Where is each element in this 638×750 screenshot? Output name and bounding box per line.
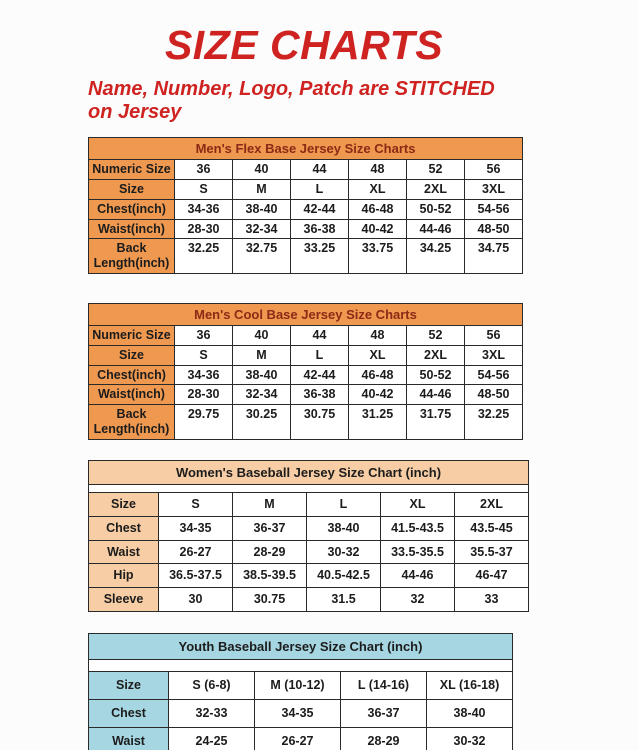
data-cell: 24-25 bbox=[169, 727, 255, 750]
data-cell: 32.25 bbox=[175, 239, 233, 274]
table-row bbox=[89, 365, 523, 385]
table-row bbox=[89, 385, 523, 405]
data-cell: 28-29 bbox=[233, 540, 307, 564]
data-cell: 48-50 bbox=[465, 385, 523, 405]
data-cell: S bbox=[175, 345, 233, 365]
row-label-cell: Back Length(inch) bbox=[89, 239, 175, 274]
page-title: SIZE CHARTS bbox=[164, 22, 444, 68]
data-cell: 50-52 bbox=[407, 365, 465, 385]
data-cell: 44 bbox=[291, 160, 349, 180]
data-cell: 40.5-42.5 bbox=[307, 564, 381, 588]
mens-flex-base-table-title: Men's Flex Base Jersey Size Charts bbox=[89, 138, 523, 160]
row-label-cell: Chest bbox=[89, 699, 169, 727]
data-cell: 40 bbox=[233, 326, 291, 346]
data-cell: XL bbox=[381, 493, 455, 517]
data-cell: M bbox=[233, 345, 291, 365]
data-cell: 2XL bbox=[407, 180, 465, 200]
mens-cool-base-table-title: Men's Cool Base Jersey Size Charts bbox=[89, 303, 523, 325]
data-cell: 46-48 bbox=[349, 199, 407, 219]
page-subtitle bbox=[88, 78, 638, 124]
row-label-cell: Hip bbox=[89, 564, 159, 588]
data-cell: 33.5-35.5 bbox=[381, 540, 455, 564]
data-cell: L bbox=[307, 493, 381, 517]
table-title-row bbox=[89, 460, 529, 484]
row-label-cell: Chest(inch) bbox=[89, 199, 175, 219]
data-cell: 31.25 bbox=[349, 405, 407, 440]
data-cell: 36.5-37.5 bbox=[159, 564, 233, 588]
data-cell: 38-40 bbox=[233, 365, 291, 385]
data-cell: M bbox=[233, 180, 291, 200]
table-row bbox=[89, 160, 523, 180]
data-cell: 28-30 bbox=[175, 385, 233, 405]
data-cell: 2XL bbox=[455, 493, 529, 517]
table-row bbox=[89, 180, 523, 200]
table-row bbox=[89, 405, 523, 440]
row-label-cell: Size bbox=[89, 345, 175, 365]
row-label-cell: Numeric Size bbox=[89, 326, 175, 346]
data-cell: 31.5 bbox=[307, 588, 381, 612]
mens-flex-base-size-table bbox=[88, 137, 523, 274]
data-cell: 38.5-39.5 bbox=[233, 564, 307, 588]
data-cell: 26-27 bbox=[255, 727, 341, 750]
womens-baseball-size-table bbox=[88, 460, 529, 612]
data-cell: 43.5-45 bbox=[455, 516, 529, 540]
data-cell: 44 bbox=[291, 326, 349, 346]
data-cell: 52 bbox=[407, 160, 465, 180]
row-label-cell: Back Length(inch) bbox=[89, 405, 175, 440]
data-cell: 30 bbox=[159, 588, 233, 612]
data-cell: 34.75 bbox=[465, 239, 523, 274]
mens-cool-base-size-table bbox=[88, 303, 523, 440]
data-cell: 36-37 bbox=[341, 699, 427, 727]
data-cell: 32-34 bbox=[233, 385, 291, 405]
data-cell: 33 bbox=[455, 588, 529, 612]
spacer-cell bbox=[89, 660, 513, 672]
data-cell: 3XL bbox=[465, 180, 523, 200]
data-cell: 26-27 bbox=[159, 540, 233, 564]
spacer-row bbox=[89, 485, 529, 493]
table-row bbox=[89, 326, 523, 346]
row-label-cell: Size bbox=[89, 493, 159, 517]
data-cell: 38-40 bbox=[307, 516, 381, 540]
row-label-cell: Waist(inch) bbox=[89, 219, 175, 239]
data-cell: 42-44 bbox=[291, 365, 349, 385]
data-cell: S bbox=[175, 180, 233, 200]
row-label-cell: Numeric Size bbox=[89, 160, 175, 180]
data-cell: 32-34 bbox=[233, 219, 291, 239]
data-cell: 40-42 bbox=[349, 385, 407, 405]
row-label-cell: Sleeve bbox=[89, 588, 159, 612]
data-cell: 32.25 bbox=[465, 405, 523, 440]
data-cell: 38-40 bbox=[427, 699, 513, 727]
data-cell: 48-50 bbox=[465, 219, 523, 239]
spacer-row bbox=[89, 660, 513, 672]
data-cell: 28-29 bbox=[341, 727, 427, 750]
data-cell: 30-32 bbox=[307, 540, 381, 564]
row-label-cell: Waist(inch) bbox=[89, 385, 175, 405]
data-cell: XL bbox=[349, 345, 407, 365]
data-cell: 44-46 bbox=[407, 385, 465, 405]
row-label-cell: Waist bbox=[89, 727, 169, 750]
row-label-cell: Waist bbox=[89, 540, 159, 564]
row-label-cell: Chest(inch) bbox=[89, 365, 175, 385]
data-cell: 42-44 bbox=[291, 199, 349, 219]
table-row bbox=[89, 699, 513, 727]
data-cell: M (10-12) bbox=[255, 672, 341, 700]
data-cell: 36 bbox=[175, 326, 233, 346]
data-cell: 34-35 bbox=[255, 699, 341, 727]
data-cell: 52 bbox=[407, 326, 465, 346]
data-cell: 30.25 bbox=[233, 405, 291, 440]
table-row bbox=[89, 199, 523, 219]
data-cell: S (6-8) bbox=[169, 672, 255, 700]
data-cell: M bbox=[233, 493, 307, 517]
data-cell: 32.75 bbox=[233, 239, 291, 274]
table-row bbox=[89, 564, 529, 588]
data-cell: 33.75 bbox=[349, 239, 407, 274]
data-cell: 46-47 bbox=[455, 564, 529, 588]
data-cell: S bbox=[159, 493, 233, 517]
data-cell: 34-36 bbox=[175, 365, 233, 385]
data-cell: 44-46 bbox=[381, 564, 455, 588]
data-cell: 48 bbox=[349, 326, 407, 346]
data-cell: 36-37 bbox=[233, 516, 307, 540]
data-cell: 32-33 bbox=[169, 699, 255, 727]
table-title-row bbox=[89, 303, 523, 325]
data-cell: 54-56 bbox=[465, 199, 523, 219]
data-cell: 30-32 bbox=[427, 727, 513, 750]
table-row bbox=[89, 345, 523, 365]
subtitle-line-2: on Jersey bbox=[88, 101, 182, 124]
row-label-cell: Chest bbox=[89, 516, 159, 540]
row-label-cell: Size bbox=[89, 672, 169, 700]
table-row bbox=[89, 540, 529, 564]
data-cell: 40-42 bbox=[349, 219, 407, 239]
data-cell: 36-38 bbox=[291, 219, 349, 239]
table-title-row bbox=[89, 633, 513, 659]
data-cell: L bbox=[291, 345, 349, 365]
data-cell: 54-56 bbox=[465, 365, 523, 385]
data-cell: 46-48 bbox=[349, 365, 407, 385]
youth-baseball-table-title: Youth Baseball Jersey Size Chart (inch) bbox=[89, 633, 513, 659]
table-row bbox=[89, 588, 529, 612]
data-cell: XL (16-18) bbox=[427, 672, 513, 700]
data-cell: 56 bbox=[465, 326, 523, 346]
data-cell: 31.75 bbox=[407, 405, 465, 440]
data-cell: 35.5-37 bbox=[455, 540, 529, 564]
spacer-cell bbox=[89, 485, 529, 493]
youth-baseball-size-table bbox=[88, 633, 513, 750]
data-cell: L (14-16) bbox=[341, 672, 427, 700]
data-cell: 33.25 bbox=[291, 239, 349, 274]
data-cell: 36-38 bbox=[291, 385, 349, 405]
data-cell: 3XL bbox=[465, 345, 523, 365]
row-label-cell: Size bbox=[89, 180, 175, 200]
table-row bbox=[89, 219, 523, 239]
data-cell: 34-36 bbox=[175, 199, 233, 219]
data-cell: 36 bbox=[175, 160, 233, 180]
table-row bbox=[89, 727, 513, 750]
womens-baseball-table-title: Women's Baseball Jersey Size Chart (inch) bbox=[89, 460, 529, 484]
table-row bbox=[89, 672, 513, 700]
data-cell: 41.5-43.5 bbox=[381, 516, 455, 540]
data-cell: 34.25 bbox=[407, 239, 465, 274]
data-cell: L bbox=[291, 180, 349, 200]
data-cell: 30.75 bbox=[291, 405, 349, 440]
table-row bbox=[89, 493, 529, 517]
data-cell: XL bbox=[349, 180, 407, 200]
data-cell: 34-35 bbox=[159, 516, 233, 540]
data-cell: 44-46 bbox=[407, 219, 465, 239]
data-cell: 30.75 bbox=[233, 588, 307, 612]
data-cell: 28-30 bbox=[175, 219, 233, 239]
data-cell: 40 bbox=[233, 160, 291, 180]
table-title-row bbox=[89, 138, 523, 160]
data-cell: 38-40 bbox=[233, 199, 291, 219]
data-cell: 50-52 bbox=[407, 199, 465, 219]
data-cell: 2XL bbox=[407, 345, 465, 365]
data-cell: 48 bbox=[349, 160, 407, 180]
data-cell: 29.75 bbox=[175, 405, 233, 440]
table-row bbox=[89, 239, 523, 274]
data-cell: 32 bbox=[381, 588, 455, 612]
subtitle-line-1: Name, Number, Logo, Patch are STITCHED bbox=[88, 78, 495, 101]
table-row bbox=[89, 516, 529, 540]
data-cell: 56 bbox=[465, 160, 523, 180]
